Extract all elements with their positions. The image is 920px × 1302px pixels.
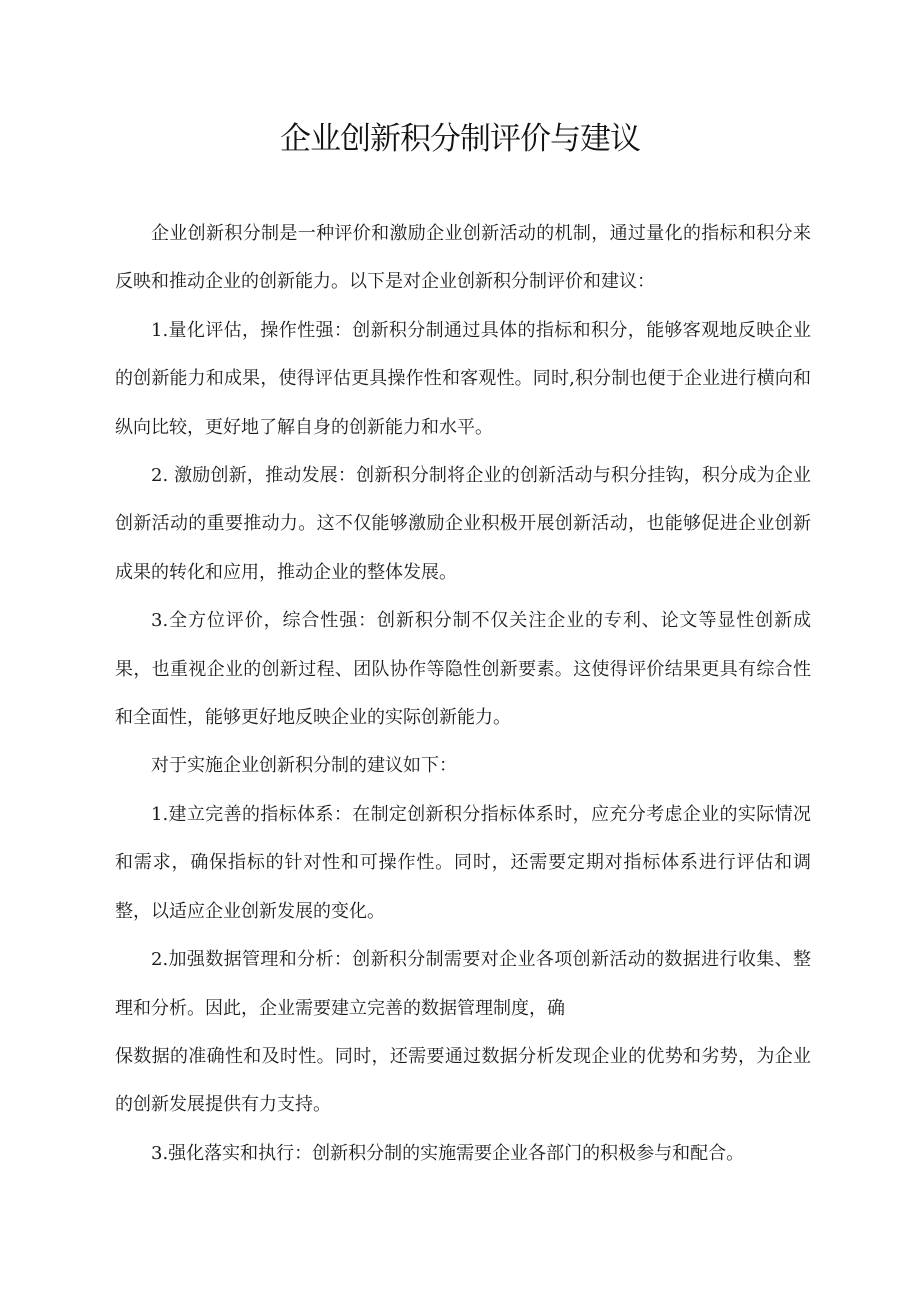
paragraph-suggestions-intro: 对于实施企业创新积分制的建议如下： — [151, 755, 457, 777]
paragraph-suggestion-1: 1.建立完善的指标体系：在制定创新积分指标体系时，应充分考虑企业的实际情况和需求，确保指标的针对性和可操作性。同时，还需要定期对指标体系进行评估和调整，以适应企业创新发展的变化。 — [115, 803, 811, 922]
paragraph-evaluation-2: 2. 激励创新，推动发展：创新积分制将企业的创新活动与积分挂钩，积分成为企业创新活动的重要推动力。这不仅能够激励企业积极开展创新活动，也能够促进企业创新成果的转化和应用，推动企业的整体发展。 — [115, 465, 811, 583]
paragraph-intro: 企业创新积分制是一种评价和激励企业创新活动的机制，通过量化的指标和积分来反映和推动企业的创新能力。以下是对企业创新积分制评价和建议： — [115, 223, 811, 293]
paragraph-evaluation-3: 3.全方位评价，综合性强：创新积分制不仅关注企业的专利、论文等显性创新成果，也重视企业的创新过程、团队协作等隐性创新要素。这使得评价结果更具有综合性和全面性，能够更好地反映企业的实际创新能力。 — [115, 610, 811, 729]
document-title: 企业创新积分制评价与建议 — [280, 121, 640, 157]
paragraph-suggestion-2-continued: 保数据的准确性和及时性。同时，还需要通过数据分析发现企业的优势和劣势，为企业的创新发展提供有力支持。 — [115, 1045, 811, 1116]
paragraph-suggestion-2: 2.加强数据管理和分析：创新积分制需要对企业各项创新活动的数据进行收集、整理和分析。因此，企业需要建立完善的数据管理制度，确 — [115, 949, 811, 1019]
paragraph-suggestion-3: 3.强化落实和执行：创新积分制的实施需要企业各部门的积极参与和配合。 — [151, 1142, 745, 1164]
document-body — [115, 210, 811, 1178]
paragraph-evaluation-1: 1.量化评估，操作性强：创新积分制通过具体的指标和积分，能够客观地反映企业的创新能力和成果，使得评估更具操作性和客观性。同时,积分制也便于企业进行横向和纵向比较，更好地了解自身的创新能力和水平。 — [115, 319, 811, 438]
